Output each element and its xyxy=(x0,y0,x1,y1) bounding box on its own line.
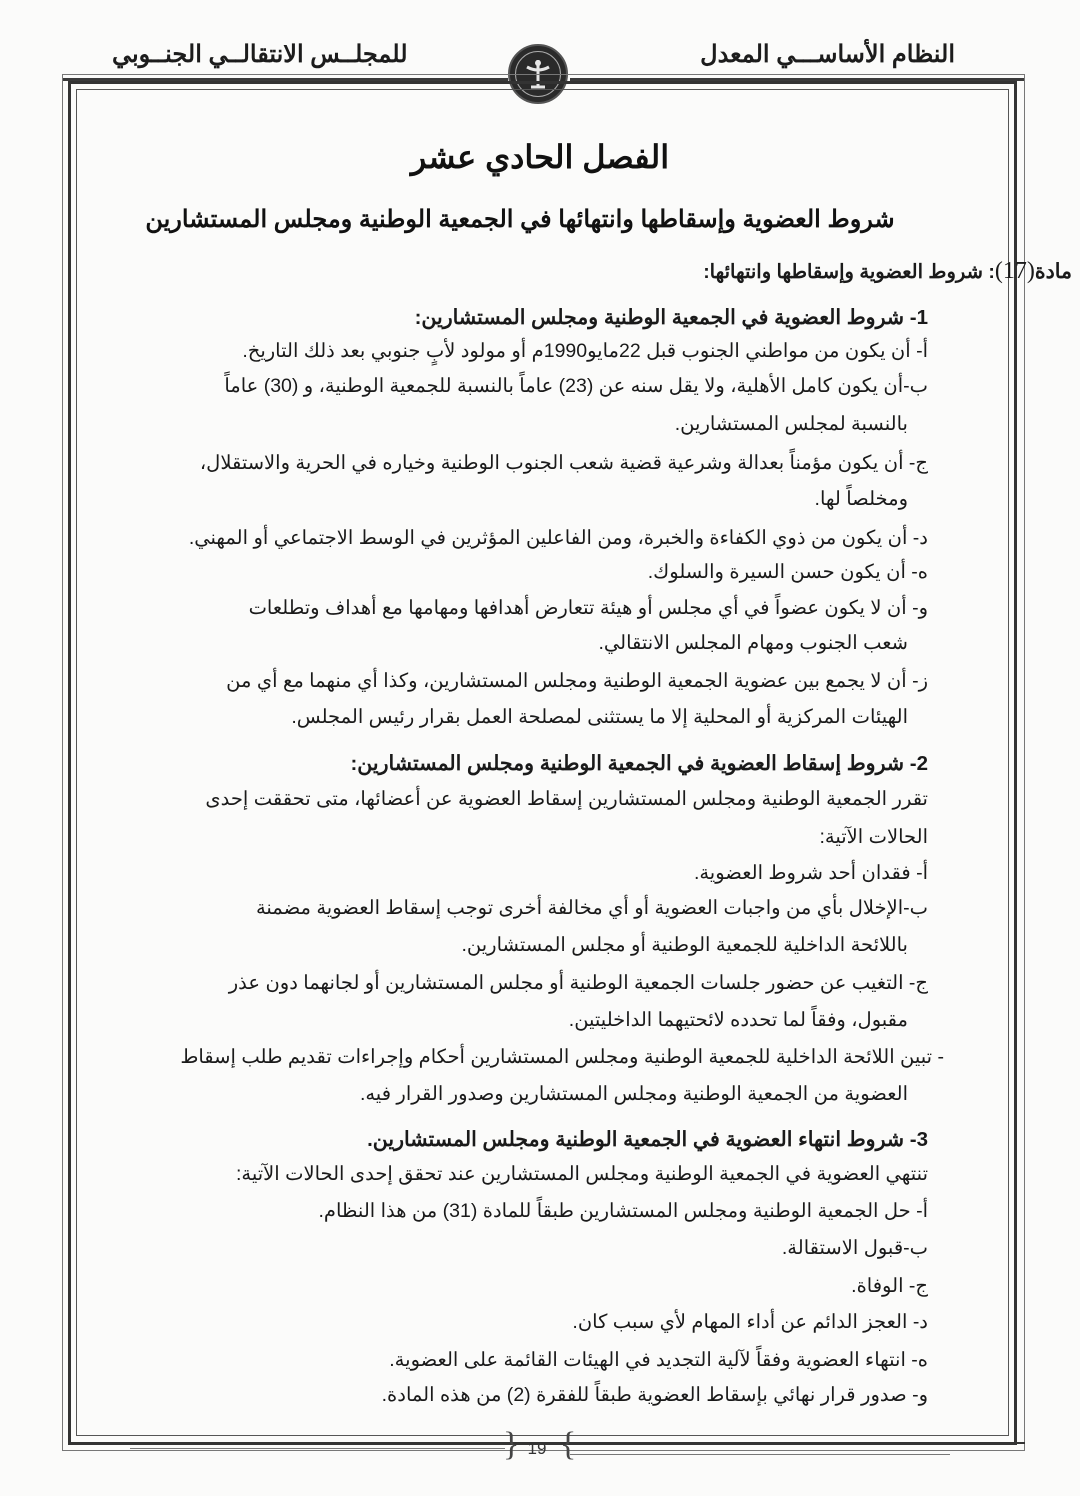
page-number: 19 xyxy=(527,1439,547,1458)
article-heading xyxy=(703,258,1072,286)
page-number-bracket-left: { xyxy=(503,1426,520,1463)
part2-item: باللائحة الداخلية للجمعية الوطنية أو مجلس المستشارين. xyxy=(461,934,908,956)
part1-item: الهيئات المركزية أو المحلية إلا ما يستثنى لمصلحة العمل بقرار رئيس المجلس. xyxy=(291,706,908,728)
part2-item: أ- فقدان أحد شروط العضوية. xyxy=(693,862,928,884)
part1-item: ب-أن يكون كامل الأهلية، ولا يقل سنه عن (23) عاماً بالنسبة للجمعية الوطنية، و (30) عاماً xyxy=(224,375,928,397)
header-council-name: للمجلــس الانتقالــي الجنــوبي xyxy=(112,41,408,68)
header-document-title: النظام الأساســـي المعدل xyxy=(700,41,955,68)
part3-heading: 3- شروط انتهاء العضوية في الجمعية الوطنية ومجلس المستشارين. xyxy=(367,1128,928,1151)
part3-item: و- صدور قرار نهائي بإسقاط العضوية طبقاً للفقرة (2) من هذه المادة. xyxy=(381,1384,928,1406)
part1-heading: 1- شروط العضوية في الجمعية الوطنية ومجلس المستشارين: xyxy=(414,306,928,329)
part3-item: د- العجز الدائم عن أداء المهام لأي سبب كان. xyxy=(572,1311,928,1333)
part3-item: ه- انتهاء العضوية وفقاً لآلية التجديد في الهيئات القائمة على العضوية. xyxy=(389,1349,928,1371)
part1-item: و- أن لا يكون عضواً في أي مجلس أو هيئة تتعارض أهدافها ومهامها مع أهداف وتطلعات xyxy=(248,597,928,619)
part2-item: مقبول، وفقاً لما تحدده لائحتيهما الداخليتين. xyxy=(568,1009,908,1031)
part2-item: تقرر الجمعية الوطنية ومجلس المستشارين إسقاط العضوية عن أعضائها، متى تحققت إحدى xyxy=(205,788,928,810)
footer-rule-left xyxy=(150,1442,505,1444)
part1-item: ز- أن لا يجمع بين عضوية الجمعية الوطنية ومجلس المستشارين، وكذا أي منهما مع أي من xyxy=(226,670,928,692)
part2-item: الحالات الآتية: xyxy=(819,826,928,848)
part1-item: ه- أن يكون حسن السيرة والسلوك. xyxy=(647,561,928,583)
section-title: شروط العضوية وإسقاطها وانتهائها في الجمعية الوطنية ومجلس المستشارين xyxy=(145,206,895,233)
chapter-title: الفصل الحادي عشر xyxy=(410,139,670,175)
article-title: : شروط العضوية وإسقاطها وانتهائها: xyxy=(703,261,995,283)
part2-item: ب-الإخلال بأي من واجبات العضوية أو أي مخالفة أخرى توجب إسقاط العضوية مضمنة xyxy=(255,897,928,919)
part3-item: تنتهي العضوية في الجمعية الوطنية ومجلس المستشارين عند تحقق إحدى الحالات الآتية: xyxy=(235,1163,928,1185)
part2-item: ج- التغيب عن حضور جلسات الجمعية الوطنية أو مجلس المستشارين أو لجانهما دون عذر xyxy=(228,972,928,994)
footer-rule-left-thin xyxy=(130,1448,505,1449)
part1-item: شعب الجنوب ومهام المجلس الانتقالي. xyxy=(598,632,908,654)
article-label: مادة xyxy=(1034,260,1072,283)
part3-item: ب-قبول الاستقالة. xyxy=(781,1237,928,1259)
article-number: (17) xyxy=(994,258,1035,284)
part1-item: أ- أن يكون من مواطني الجنوب قبل 22مايو1990م أو مولود لأبٍ جنوبي بعد ذلك التاريخ. xyxy=(242,340,928,362)
page-number-bracket-right: } xyxy=(560,1426,577,1463)
part2-item: - تبين اللائحة الداخلية للجمعية الوطنية ومجلس المستشارين أحكام وإجراءات تقديم طلب إسقاط xyxy=(180,1046,944,1068)
part1-item: بالنسبة لمجلس المستشارين. xyxy=(674,413,908,435)
part1-item: ومخلصاً لها. xyxy=(814,488,908,510)
part1-item: ج- أن يكون مؤمناً بعدالة وشرعية قضية شعب الجنوب الوطنية وخياره في الحرية والاستقلال، xyxy=(199,452,928,474)
part1-item: د- أن يكون من ذوي الكفاءة والخبرة، ومن الفاعلين المؤثرين في الوسط الاجتماعي أو المهني. xyxy=(188,527,928,549)
part2-item: العضوية من الجمعية الوطنية ومجلس المستشارين وصدور القرار فيه. xyxy=(359,1083,908,1105)
part3-item: أ- حل الجمعية الوطنية ومجلس المستشارين طبقاً للمادة (31) من هذا النظام. xyxy=(318,1200,928,1222)
part3-item: ج- الوفاة. xyxy=(851,1275,928,1297)
footer-rule-right-thin xyxy=(570,1454,950,1455)
footer-rule-right xyxy=(570,1442,1025,1444)
part2-heading: 2- شروط إسقاط العضوية في الجمعية الوطنية ومجلس المستشارين: xyxy=(350,752,928,775)
